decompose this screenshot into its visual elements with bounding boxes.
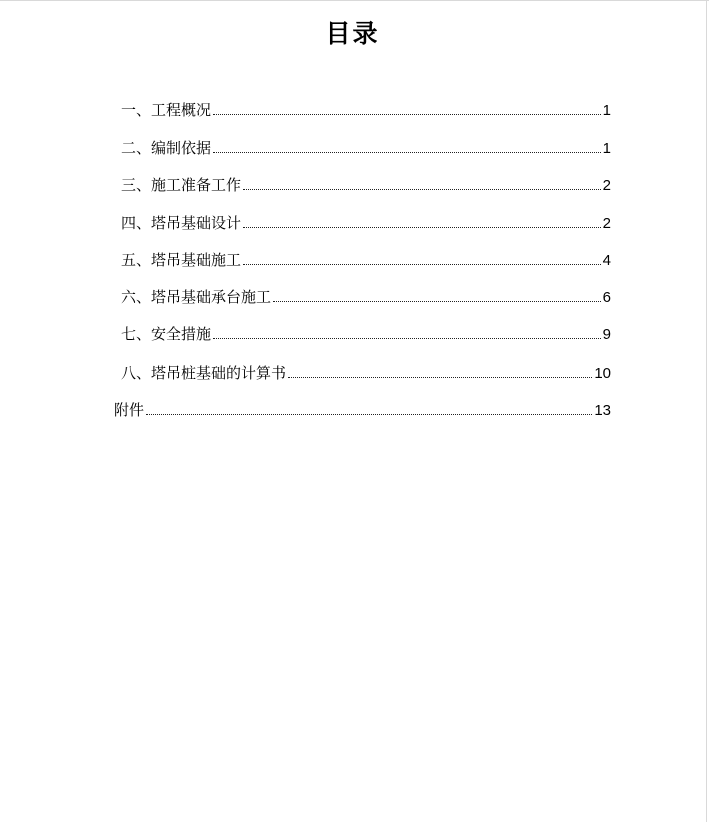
toc-entry[interactable] [121,361,611,385]
toc-entry-page: 4 [602,252,611,269]
toc-entry-page: 2 [602,215,611,232]
toc-entry-label: 七、安全措施 [121,325,212,343]
toc-entry[interactable] [121,285,611,309]
toc-entry-label: 二、编制依据 [121,139,212,157]
toc-dot-leader [243,226,601,228]
toc-entry-label: 五、塔吊基础施工 [121,251,242,269]
toc-entry[interactable] [121,136,611,160]
toc-entry-label: 三、施工准备工作 [121,176,242,194]
toc-entry[interactable] [121,173,611,197]
toc-dot-leader [273,300,601,302]
toc-entry-label: 一、工程概况 [121,101,212,119]
toc-entry-page: 1 [602,140,611,157]
toc-entry-label: 四、塔吊基础设计 [121,214,242,232]
toc-entry[interactable] [121,98,611,122]
toc-dot-leader [288,376,592,378]
page-right-border [706,0,707,822]
toc-entry-page: 10 [594,365,611,382]
toc-entry-page: 2 [602,177,611,194]
toc-entry-label: 附件 [114,401,145,419]
toc-entry-page: 1 [602,102,611,119]
toc-entry-label: 六、塔吊基础承台施工 [121,288,272,306]
toc-dot-leader [243,188,601,190]
toc-dot-leader [243,263,601,265]
toc-entry[interactable] [121,322,611,346]
toc-entry[interactable] [121,211,611,235]
page-top-border [0,0,709,1]
toc-dot-leader [213,151,601,153]
toc-entry-page: 6 [602,289,611,306]
toc-entry-page: 9 [602,326,611,343]
toc-dot-leader [213,113,601,115]
toc-dot-leader [146,413,592,415]
toc-entry-page: 13 [594,402,611,419]
toc-dot-leader [213,337,601,339]
page-title: 目录 [325,19,380,48]
toc-entry[interactable] [114,398,611,422]
toc-entry-label: 八、塔吊桩基础的计算书 [121,364,287,382]
toc-entry[interactable] [121,248,611,272]
